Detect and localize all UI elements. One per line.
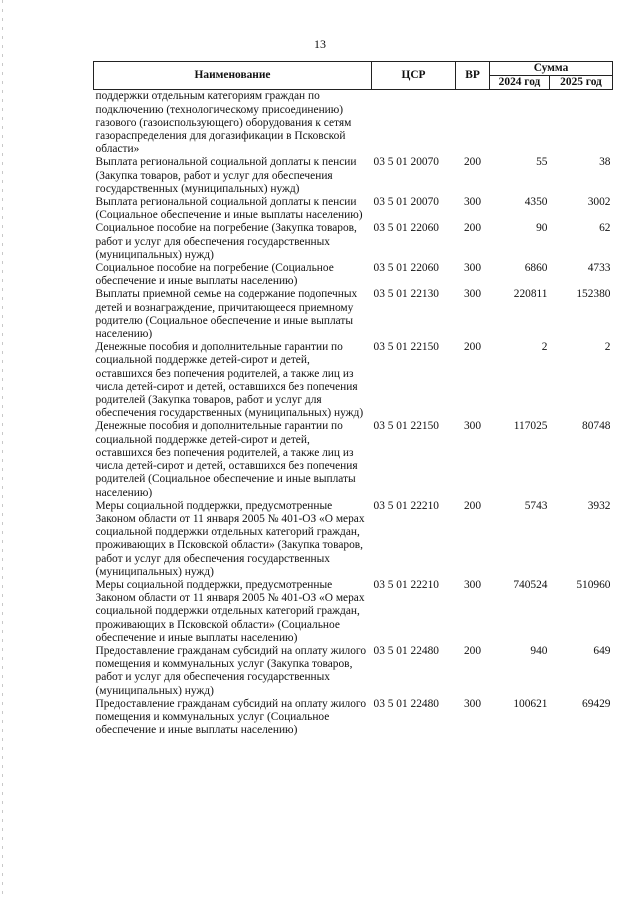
row-name: Денежные пособия и дополнительные гарантии по социальной поддержке детей-сирот и детей, оставшихся без попечения родителей, а также лиц из числа детей-сирот и детей, оставшихся без попечения родителей (Социальное обеспечение и иные выплаты населению) — [95, 420, 358, 499]
table-row — [94, 196, 613, 222]
row-sum-2024: 6860 — [524, 262, 548, 275]
row-name: Предоставление гражданам субсидий на оплату жилого помещения и коммунальных услуг (Социальное обеспечение и иные выплаты населению) — [95, 697, 367, 737]
row-name: Социальное пособие на погребение (Закупка товаров, работ и услуг для обеспечения государственных (муниципальных) нужд) — [95, 222, 357, 261]
row-name: Меры социальной поддержки, предусмотренные Законом области от 11 января 2005 № 401-ОЗ «О мерах социальной поддержки отдельных категорий граждан, проживающих в Псковской области» (Закупка товаров, работ и услуг для обеспечения государственных (муниципальных) нужд) — [95, 499, 365, 578]
table-row — [94, 420, 613, 499]
row-vr: 200 — [463, 156, 482, 169]
page-number: 13 — [314, 37, 326, 51]
row-vr: 300 — [463, 288, 482, 301]
budget-table — [93, 61, 613, 737]
row-sum-2024: 4350 — [524, 196, 548, 209]
row-csr: 03 5 01 20070 — [373, 196, 439, 209]
row-sum-2025: 4733 — [587, 262, 611, 275]
row-csr: 03 5 01 22480 — [373, 697, 439, 710]
row-name: Предоставление гражданам субсидий на оплату жилого помещения и коммунальных услуг (Закупка товаров, работ и услуг для обеспечения государственных (муниципальных) нужд) — [95, 644, 367, 697]
row-sum-2025: 649 — [593, 644, 611, 657]
row-sum-2025: 3002 — [587, 196, 611, 209]
row-name: Выплата региональной социальной доплаты к пенсии (Закупка товаров, работ и услуг для обеспечения государственных (муниципальных) нужд) — [95, 156, 357, 195]
header-csr: ЦСР — [372, 62, 456, 90]
row-csr: 03 5 01 22150 — [373, 341, 439, 354]
table-header — [94, 62, 613, 90]
row-name: Меры социальной поддержки, предусмотренные Законом области от 11 января 2005 № 401-ОЗ «О мерах социальной поддержки отдельных категорий граждан, проживающих в Псковской области» (Социальное обеспечение и иные выплаты населению) — [95, 578, 365, 644]
row-sum-2024: 740524 — [513, 578, 548, 591]
row-vr: 200 — [463, 644, 482, 657]
row-name: Выплаты приемной семье на содержание подопечных детей и вознаграждение, причитающееся приемному родителю (Социальное обеспечение и иные выплаты населению) — [95, 288, 358, 341]
header-name: Наименование — [94, 62, 372, 90]
table-row — [94, 341, 613, 420]
row-name: Социальное пособие на погребение (Социальное обеспечение и иные выплаты населению) — [95, 262, 334, 288]
table-row — [94, 698, 613, 738]
header-year-2024: 2024 год — [490, 76, 550, 90]
table-row — [94, 500, 613, 579]
row-csr: 03 5 01 22060 — [373, 222, 439, 235]
row-csr: 03 5 01 20070 — [373, 156, 439, 169]
row-sum-2025: 62 — [599, 222, 611, 235]
row-sum-2025: 69429 — [582, 697, 611, 710]
table-row — [94, 156, 613, 196]
row-csr: 03 5 01 22130 — [373, 288, 439, 301]
row-csr: 03 5 01 22150 — [373, 420, 439, 433]
row-vr: 300 — [463, 697, 482, 710]
row-sum-2025: 80748 — [582, 420, 611, 433]
row-csr: 03 5 01 22480 — [373, 644, 439, 657]
row-csr: 03 5 01 22210 — [373, 578, 439, 591]
row-sum-2025: 152380 — [576, 288, 611, 301]
row-sum-2024: 100621 — [513, 697, 548, 710]
table-row — [94, 579, 613, 645]
row-sum-2024: 940 — [530, 644, 548, 657]
header-year-2025: 2025 год — [550, 76, 613, 90]
table-row — [94, 222, 613, 262]
row-vr: 300 — [463, 196, 482, 209]
header-sum: Сумма — [490, 62, 613, 76]
row-csr: 03 5 01 22060 — [373, 262, 439, 275]
row-sum-2025: 510960 — [576, 578, 611, 591]
row-sum-2025: 38 — [599, 156, 611, 169]
row-sum-2024: 117025 — [513, 420, 548, 433]
table-row — [94, 262, 613, 288]
row-vr: 300 — [463, 262, 482, 275]
row-sum-2024: 5743 — [524, 499, 548, 512]
row-vr: 200 — [463, 499, 482, 512]
row-name: Выплата региональной социальной доплаты к пенсии (Социальное обеспечение и иные выплаты населению) — [95, 196, 363, 222]
continuation-row — [94, 90, 613, 157]
scan-edge-artifact — [2, 0, 3, 899]
row-sum-2024: 2 — [541, 341, 548, 354]
row-name: Денежные пособия и дополнительные гарантии по социальной поддержке детей-сирот и детей, оставшихся без попечения родителей, а также лиц из числа детей-сирот и детей, оставшихся без попечения родителей (Закупка товаров, работ и услуг для обеспечения государственных (муниципальных) нужд) — [95, 341, 364, 420]
header-vr: ВР — [456, 62, 490, 90]
row-vr: 300 — [463, 420, 482, 433]
row-sum-2025: 2 — [604, 341, 611, 354]
row-vr: 200 — [463, 341, 482, 354]
table-row — [94, 288, 613, 341]
row-vr: 300 — [463, 578, 482, 591]
row-sum-2024: 90 — [536, 222, 548, 235]
row-sum-2024: 220811 — [513, 288, 548, 301]
table-row — [94, 645, 613, 698]
row-sum-2025: 3932 — [587, 499, 611, 512]
row-sum-2024: 55 — [536, 156, 548, 169]
continuation-text: поддержки отдельным категориям граждан по подключению (технологическому присоединению) газового (газоиспользующего) оборудования к сетям газораспределения для догазификации в Псковской области» — [95, 90, 352, 156]
row-csr: 03 5 01 22210 — [373, 499, 439, 512]
row-vr: 200 — [463, 222, 482, 235]
